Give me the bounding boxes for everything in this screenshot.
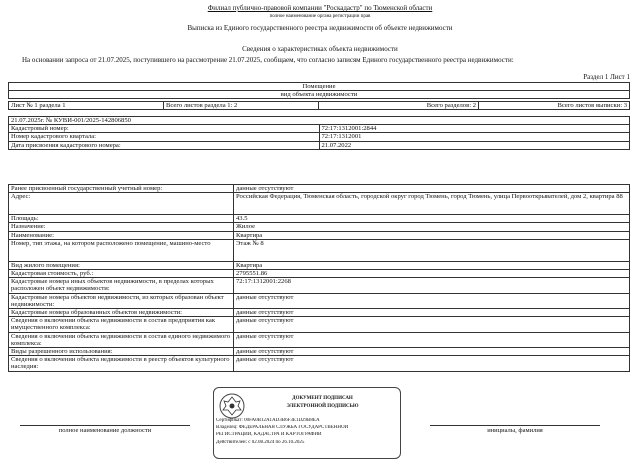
row-value: данные отсутствуют (234, 348, 630, 356)
branch-name: Филиал публично-правовой компании "Роскадастр" по Тюменской области (207, 4, 433, 12)
row-label: Вид жилого помещения: (9, 261, 234, 269)
position-line (20, 425, 190, 426)
row-value: Квартира (234, 231, 630, 239)
row-value: данные отсутствуют (234, 185, 630, 193)
identity-value: 72:17:1312001 (319, 133, 630, 141)
row-value: Этаж № 8 (234, 239, 630, 261)
object-title-table (8, 82, 630, 99)
identity-value: 72:17:1312001:2844 (319, 125, 630, 133)
stamp-line2: ЭЛЕКТРОННОЙ ПОДПИСЬЮ (286, 404, 359, 409)
intro-text: На основании запроса от 21.07.2025, поступившего на рассмотрение 21.07.2025, сообщаем, что согласно записям Единого государственного реестра недвижимости: (22, 56, 514, 64)
row-value: данные отсутствуют (234, 309, 630, 317)
sheet-number: Лист № 1 раздела 1 (9, 102, 164, 110)
sheet-info-table (8, 101, 630, 110)
row-label: Кадастровые номера иных объектов недвижимости, в пределах которых расположен объект недвижимости: (9, 278, 234, 293)
row-label: Сведения о включении объекта недвижимости в состав единого недвижимого комплекса: (9, 332, 234, 347)
row-value: данные отсутствуют (234, 332, 630, 347)
row-value: Квартира (234, 261, 630, 269)
row-label: Сведения о включении объекта недвижимости в реестр объектов культурного наследия: (9, 356, 234, 371)
name-line (430, 425, 600, 426)
row-value: Российская Федерация, Тюменская область, городской округ город Тюмень, город Тюмень, улица Первооткрывателей, дом 2, квартира 88 (234, 193, 630, 215)
identity-label: Дата присвоения кадастрового номера: (9, 141, 320, 149)
row-value: 2795551.86 (234, 270, 630, 278)
identity-table (8, 116, 630, 150)
object-subtitle: вид объекта недвижимости (9, 91, 630, 99)
row-label: Сведения о включении объекта недвижимости в состав предприятия как имущественного комплекса: (9, 317, 234, 332)
doc-number: 21.07.2025г. № КУВИ-001/2025-142806850 (9, 117, 630, 125)
characteristics-table (8, 184, 630, 372)
sheet-section-count: Всего листов раздела 1: 2 (164, 102, 319, 110)
stamp-owner2: РЕГИСТРАЦИИ, КАДАСТРА И КАРТОГРАФИИ (216, 432, 322, 437)
row-value: данные отсутствуют (234, 293, 630, 308)
row-label: Адрес: (9, 193, 234, 215)
identity-label: Номер кадастрового квартала: (9, 133, 320, 141)
emblem-icon (218, 392, 246, 420)
row-value: 43.5 (234, 215, 630, 223)
row-value: данные отсутствуют (234, 317, 630, 332)
organ-note: полное наименование органа регистрации прав (269, 14, 371, 19)
row-label: Наименование: (9, 231, 234, 239)
stamp-owner: Владелец: ФЕДЕРАЛЬНАЯ СЛУЖБА ГОСУДАРСТВЕННОЙ (216, 425, 349, 430)
row-label: Кадастровые номера образованных объектов недвижимости: (9, 309, 234, 317)
page-label: Раздел 1 Лист 1 (583, 73, 630, 81)
row-label: Номер, тип этажа, на котором расположено помещение, машино-место (9, 239, 234, 261)
row-label: Кадастровые номера объектов недвижимости, из которых образован объект недвижимости: (9, 293, 234, 308)
sheets-count: Всего листов выписки: 3 (479, 102, 630, 110)
row-label: Кадастровая стоимость, руб.: (9, 270, 234, 278)
stamp-line1: ДОКУМЕНТ ПОДПИСАН (292, 396, 353, 401)
row-value: 72:17:1312001:2268 (234, 278, 630, 293)
extract-title: Выписка из Единого государственного реестра недвижимости об объекте недвижимости (187, 24, 453, 32)
position-label: полное наименование должности (58, 427, 152, 434)
identity-value: 21.07.2022 (319, 141, 630, 149)
row-label: Назначение: (9, 223, 234, 231)
row-value: Жилое (234, 223, 630, 231)
stamp-cert: Сертификат: 00FA0B12A1AD3B6F3E1D29B8EA (216, 418, 320, 423)
identity-label: Кадастровый номер: (9, 125, 320, 133)
object-title: Помещение (9, 83, 630, 91)
row-label: Ранее присвоенный государственный учетный номер: (9, 185, 234, 193)
row-value: данные отсутствуют (234, 356, 630, 371)
row-label: Площадь: (9, 215, 234, 223)
name-label: инициалы, фамилия (487, 427, 543, 434)
section-title: Сведения о характеристиках объекта недвижимости (242, 45, 398, 53)
stamp-valid: Действителен: с 02.08.2024 по 26.10.2025 (216, 440, 305, 445)
sections-count: Всего разделов: 2 (319, 102, 479, 110)
row-label: Виды разрешенного использования: (9, 348, 234, 356)
